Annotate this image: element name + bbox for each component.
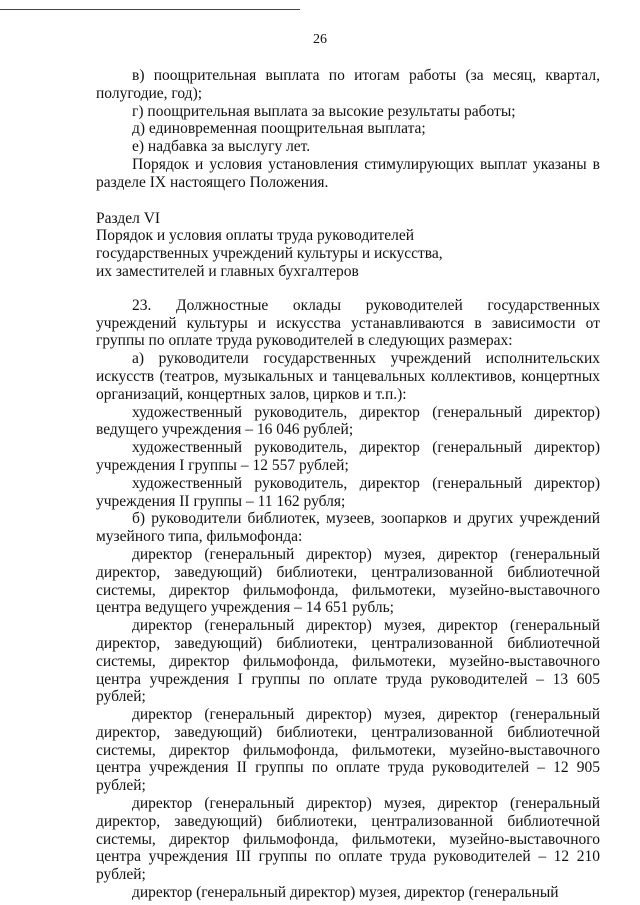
paragraph: г) поощрительная выплата за высокие результаты работы; (132, 102, 516, 120)
paragraph: 23. Должностные оклады руководителей государственных учреждений культуры и искусства устанавливаются в зависимости от группы по оплате труда руководителей в следующих размерах: (96, 296, 600, 350)
paragraph: а) руководители государственных учреждений исполнительских искусств (театров, музыкальных и танцевальных коллективов, концертных организаций, концертных залов, цирков и т.п.): (96, 350, 600, 403)
section-heading-line: государственных учреждений культуры и искусства, (96, 245, 443, 263)
section-title: Раздел VI (96, 209, 161, 227)
paragraph: б) руководители библиотек, музеев, зоопарков и других учреждений музейного типа, фильмофонда: (96, 510, 600, 546)
top-rule (0, 9, 300, 10)
paragraph: в) поощрительная выплата по итогам работы (за месяц, квартал, полугодие, год); (96, 67, 600, 102)
paragraph: директор (генеральный директор) музея, директор (генеральный директор, заведующий) библиотеки, централизованной библиотечной системы, директор фильмофонда, фильмотеки, музейно-выставочного центра учреждения II группы по оплате труда руководителей – 12 905 рублей; (96, 706, 600, 795)
section-heading-line: Порядок и условия оплаты труда руководителей (96, 227, 415, 245)
paragraph: Порядок и условия установления стимулирующих выплат указаны в разделе IX настоящего Положения. (96, 155, 600, 191)
paragraph: директор (генеральный директор) музея, директор (генеральный (132, 884, 559, 902)
paragraph: художественный руководитель, директор (генеральный директор) ведущего учреждения – 16 046 рублей; (96, 403, 600, 439)
paragraph: директор (генеральный директор) музея, директор (генеральный директор, заведующий) библиотеки, централизованной библиотечной системы, директор фильмофонда, фильмотеки, музейно-выставочного центра учреждения I группы по оплате труда руководителей – 13 605 рублей; (96, 617, 600, 706)
paragraph: е) надбавка за выслугу лет. (132, 138, 311, 156)
document-body (96, 67, 600, 902)
paragraph: д) единовременная поощрительная выплата; (132, 120, 426, 138)
paragraph: директор (генеральный директор) музея, директор (генеральный директор, заведующий) библиотеки, централизованной библиотечной системы, директор фильмофонда, фильмотеки, музейно-выставочного центра ведущего учреждения – 14 651 рубль; (96, 545, 600, 617)
section-heading (96, 227, 600, 280)
paragraph: директор (генеральный директор) музея, директор (генеральный директор, заведующий) библиотеки, централизованной библиотечной системы, директор фильмофонда, фильмотеки, музейно-выставочного центра учреждения III группы по оплате труда руководителей – 12 210 рублей; (96, 795, 600, 884)
section-heading-line: их заместителей и главных бухгалтеров (96, 262, 359, 280)
page-number: 26 (313, 32, 327, 47)
paragraph: художественный руководитель, директор (генеральный директор) учреждения I группы – 12 557 рублей; (96, 439, 600, 474)
paragraph: художественный руководитель, директор (генеральный директор) учреждения II группы – 11 162 рубля; (96, 474, 600, 510)
